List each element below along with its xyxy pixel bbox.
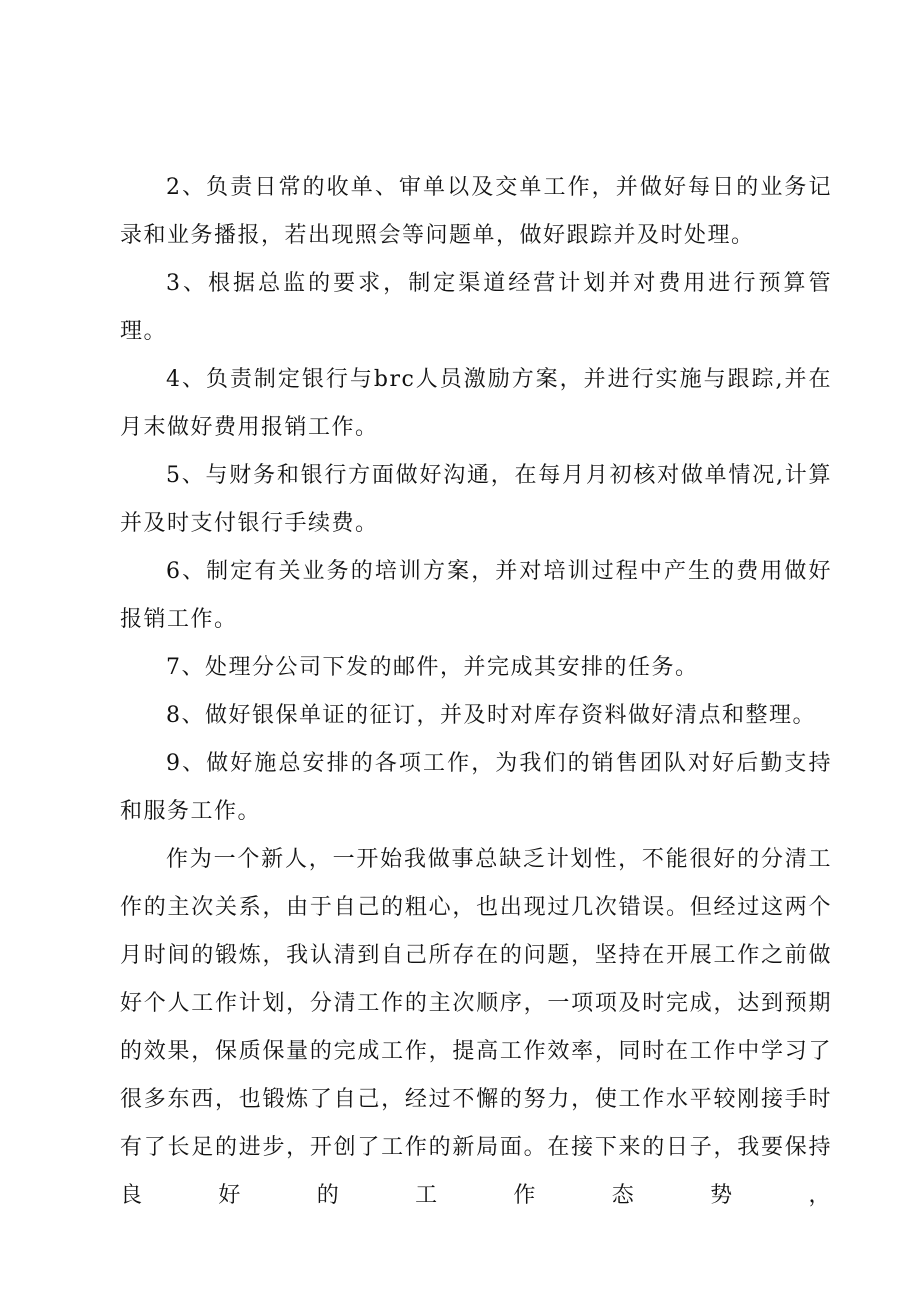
duty-item-5: 5、与财务和银行方面做好沟通，在每月月初核对做单情况,计算并及时支付银行手续费。	[120, 463, 832, 536]
duty-item-2: 2、负责日常的收单、审单以及交单工作，并做好每日的业务记录和业务播报，若出现照会等问题单，做好跟踪并及时处理。	[120, 175, 832, 248]
duty-item-6: 6、制定有关业务的培训方案，并对培训过程中产生的费用做好报销工作。	[120, 559, 832, 632]
document-body	[120, 164, 832, 1220]
duty-item-3: 3、根据总监的要求，制定渠道经营计划并对费用进行预算管理。	[120, 271, 832, 344]
duty-item-9: 9、做好施总安排的各项工作，为我们的销售团队对好后勤支持和服务工作。	[120, 751, 832, 824]
duty-item-8: 8、做好银保单证的征订，并及时对库存资料做好清点和整理。	[166, 703, 816, 728]
summary-paragraph: 作为一个新人，一开始我做事总缺乏计划性，不能很好的分清工作的主次关系，由于自己的粗心，也出现过几次错误。但经过这两个月时间的锻炼，我认清到自己所存在的问题，坚持在开展工作之前做好个人工作计划，分清工作的主次顺序，一项项及时完成，达到预期的效果，保质保量的完成工作，提高工作效率，同时在工作中学习了很多东西，也锻炼了自己，经过不懈的努力，使工作水平较刚接手时有了长足的进步，开创了工作的新局面。在接下来的日子，我要保持良好的工作态势，	[120, 847, 832, 1208]
duty-item-4: 4、负责制定银行与brc人员激励方案，并进行实施与跟踪,并在月末做好费用报销工作。	[120, 367, 832, 440]
duty-item-7: 7、处理分公司下发的邮件，并完成其安排的任务。	[166, 655, 699, 680]
